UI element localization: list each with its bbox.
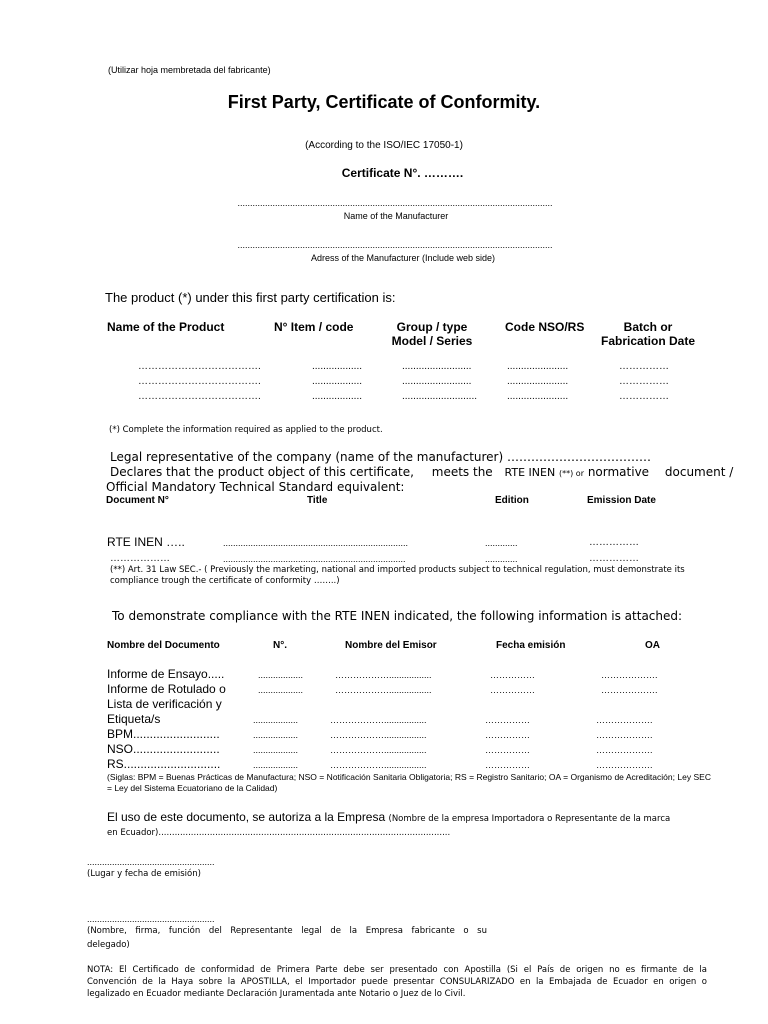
- product-cell: ……………: [619, 376, 669, 387]
- legal-representative: Legal representative of the company (name of the manufacturer) ………………………………: [110, 450, 651, 464]
- attachment-cell: ……………: [490, 670, 535, 680]
- declares-text: Declares that the product object of this certificate,: [110, 465, 414, 479]
- attachment-cell: ……………….................: [330, 730, 427, 740]
- attachment-cell: Informe de Ensayo.....: [107, 667, 225, 681]
- attachment-cell: ……………….: [596, 730, 653, 740]
- attachment-cell: ……………….................: [335, 685, 432, 695]
- product-intro: The product (*) under this first party certification is:: [105, 290, 396, 305]
- document-cell: RTE INEN …..: [107, 535, 185, 549]
- attachment-cell: ..................: [253, 760, 299, 770]
- signature-line: ...................................................: [87, 914, 215, 924]
- attachment-cell: ..................: [253, 715, 299, 725]
- attachment-cell: ……………….................: [335, 670, 432, 680]
- attachment-cell: ……………….: [596, 745, 653, 755]
- attachment-cell: ……………….................: [330, 745, 427, 755]
- signature-label-2: delegado): [87, 940, 130, 950]
- product-cell: .........................: [402, 361, 472, 372]
- attachment-cell: ……………: [485, 760, 530, 770]
- nota-line-3: legalizado en Ecuador mediante Declaración Juramentada ante Notario o Juez de lo Civil.: [87, 989, 466, 999]
- header-batch-date: Batch or Fabrication Date: [600, 320, 696, 348]
- attachment-cell: ……………….: [601, 685, 658, 695]
- place-date-label: (Lugar y fecha de emisión): [87, 869, 201, 879]
- header-issuer-name: Nombre del Emisor: [345, 640, 437, 651]
- header-group-type: Group / type Model / Series: [391, 320, 473, 348]
- attachment-cell: ……………….................: [330, 715, 427, 725]
- declares-line: [110, 465, 733, 479]
- authorization-text: El uso de este documento, se autoriza a la Empresa: [107, 810, 386, 824]
- attachment-cell: ……………….: [601, 670, 658, 680]
- document-cell: .........................................................................: [223, 554, 406, 564]
- attachment-cell: ..................: [258, 685, 304, 695]
- attachment-cell: ……………: [485, 745, 530, 755]
- product-cell: .........................: [402, 376, 472, 387]
- product-cell: ……………………………….: [138, 361, 261, 372]
- attachment-cell: ……………: [490, 685, 535, 695]
- product-cell: ……………………………….: [138, 376, 261, 387]
- product-footnote: (*) Complete the information required as applied to the product.: [109, 425, 383, 435]
- header-oa: OA: [645, 640, 660, 651]
- declares-normative: normative: [587, 465, 650, 479]
- manufacturer-address-line: ..............................................................................................................................: [237, 240, 553, 250]
- header-title: Title: [307, 495, 328, 506]
- compliance-intro: To demonstrate compliance with the RTE INEN indicated, the following information is attached:: [112, 609, 683, 623]
- product-cell: ..................: [312, 361, 363, 372]
- product-cell: ...........................: [402, 391, 478, 402]
- nota-line-1: NOTA: El Certificado de conformidad de Primera Parte debe ser presentado con Apostilla (Si el País de origen no es firmante de la: [87, 965, 707, 975]
- declares-rte-inen: RTE INEN: [504, 466, 556, 479]
- attachment-cell: NSO..........................: [107, 742, 220, 756]
- header-document-name: Nombre del Documento: [107, 640, 220, 651]
- attachment-cell: BPM..........................: [107, 727, 220, 741]
- header-product-name: Name of the Product: [107, 320, 225, 334]
- header-emission-date: Emission Date: [587, 495, 656, 506]
- certificate-number: Certificate N°. ……….: [341, 166, 464, 180]
- law-note: (**) Art. 31 Law SEC.- ( Previously the marketing, national and imported products subject to technical regulation, must demonstrate its compliance trough the certificate of conformity ……..): [110, 565, 685, 586]
- product-cell: ..................: [312, 391, 363, 402]
- manufacturer-name-label: Name of the Manufacturer: [343, 211, 449, 221]
- acronyms-note: (Siglas: BPM = Buenas Prácticas de Manufactura; NSO = Notificación Sanitaria Obligatoria; RS = Registro Sanitario; OA = Organismo de Acreditación; Ley SEC = Ley del Sistema Ecuatoriano de la Calidad): [107, 772, 711, 793]
- declares-footnote-ref: (**) or: [559, 469, 584, 478]
- product-cell: ......................: [507, 391, 569, 402]
- declares-document: document /: [664, 465, 734, 479]
- attachment-cell: ..................: [258, 670, 304, 680]
- document-cell: ……………: [589, 553, 639, 564]
- nota-line-2: Convención de la Haya sobre la APOSTILLA, el Importador puede presentar CONSULARIZADO en la Embajada de Ecuador en origen o: [87, 977, 707, 987]
- product-cell: ……………: [619, 391, 669, 402]
- product-cell: ……………………………….: [138, 391, 261, 402]
- authorization-line-2: en Ecuador)............................................................................................................: [107, 828, 451, 838]
- attachment-cell: Informe de Rotulado o: [107, 682, 226, 696]
- document-cell: ………………: [110, 553, 170, 564]
- signature-label: (Nombre, firma, función del Representante legal de la Empresa fabricante o su: [87, 926, 487, 936]
- attachment-cell: Lista de verificación y: [107, 697, 222, 711]
- attachment-cell: ..................: [253, 730, 299, 740]
- attachment-cell: RS.............................: [107, 757, 221, 771]
- authorization-company-hint: (Nombre de la empresa Importadora o Representante de la marca: [388, 814, 671, 824]
- document-cell: ……………: [589, 537, 639, 548]
- document-title: First Party, Certificate of Conformity.: [227, 92, 541, 112]
- product-cell: ..................: [312, 376, 363, 387]
- attachment-cell: ……………….................: [330, 760, 427, 770]
- product-cell: ……………: [619, 361, 669, 372]
- header-document-no: Document N°: [106, 495, 169, 506]
- attachment-cell: Etiqueta/s: [107, 712, 161, 726]
- document-cell: ..........................................................................: [223, 538, 409, 548]
- manufacturer-name-line: ..............................................................................................................................: [237, 198, 553, 208]
- document-cell: .............: [485, 538, 518, 548]
- header-number: N°.: [273, 640, 287, 651]
- manufacturer-address-label: Adress of the Manufacturer (Include web side): [310, 253, 496, 263]
- attachment-cell: ……………….: [596, 760, 653, 770]
- product-cell: ......................: [507, 376, 569, 387]
- header-issue-date: Fecha emisión: [496, 640, 566, 651]
- authorization-line: [107, 810, 670, 824]
- attachment-cell: ……………: [485, 730, 530, 740]
- according-standard: (According to the ISO/IEC 17050-1): [305, 140, 463, 151]
- document-cell: .............: [485, 554, 518, 564]
- header-item-code: N° Item / code: [274, 320, 354, 334]
- letterhead-note: (Utilizar hoja membretada del fabricante): [108, 65, 271, 75]
- attachment-cell: ..................: [253, 745, 299, 755]
- attachment-cell: ……………….: [596, 715, 653, 725]
- declares-meets: meets the: [431, 465, 493, 479]
- declares-line-2: Official Mandatory Technical Standard equivalent:: [106, 480, 405, 494]
- header-edition: Edition: [495, 495, 529, 506]
- product-cell: ......................: [507, 361, 569, 372]
- header-code-nso: Code NSO/RS: [505, 320, 585, 334]
- attachment-cell: ……………: [485, 715, 530, 725]
- place-date-line: ...................................................: [87, 857, 215, 867]
